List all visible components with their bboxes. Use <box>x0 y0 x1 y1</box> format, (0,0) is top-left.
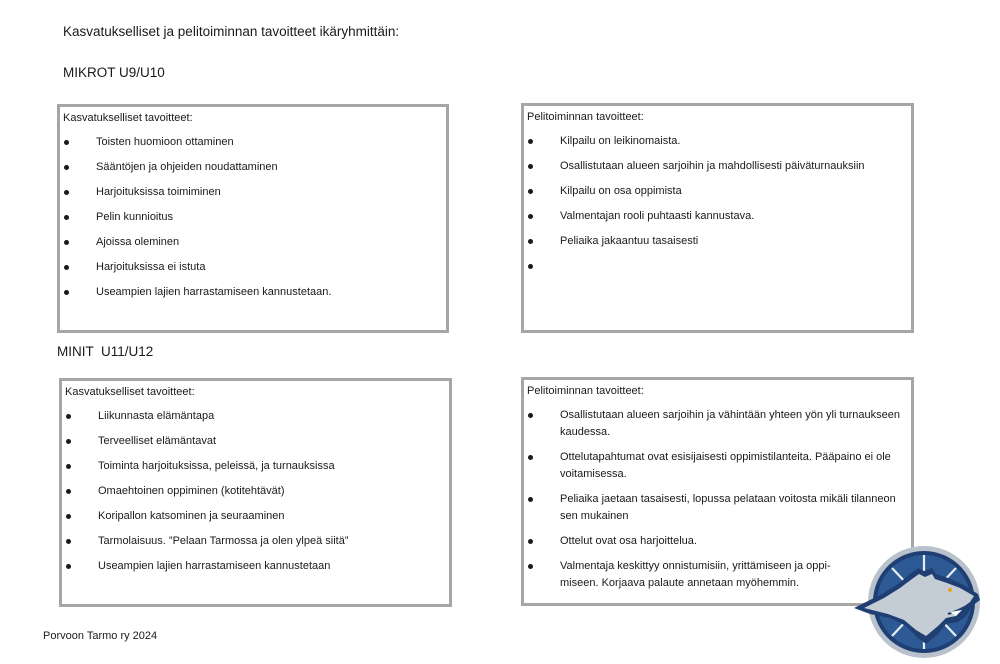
goal-list <box>524 135 911 285</box>
bullet-icon <box>66 489 71 494</box>
bullet-icon <box>64 165 69 170</box>
list-item: Valmentaja keskittyy onnistumisiin, yrittämiseen ja oppi-miseen. Korjaava palaute annetaan myöhemmin. <box>524 558 911 592</box>
bullet-icon <box>64 190 69 195</box>
list-item: Osallistutaan alueen sarjoihin ja mahdollisesti päiväturnauksiin <box>524 160 911 185</box>
goal-list <box>62 410 449 585</box>
bullet-icon <box>528 189 533 194</box>
list-item: Valmentajan rooli puhtaasti kannustava. <box>524 210 911 235</box>
goal-list <box>60 136 446 311</box>
bullet-icon <box>528 455 533 460</box>
mikrot-game-goals-box <box>521 103 914 333</box>
box-heading: Pelitoiminnan tavoitteet: <box>527 111 644 123</box>
logo-bear-eye <box>948 588 952 592</box>
list-item: Harjoituksissa ei istuta <box>60 261 446 286</box>
bullet-icon <box>528 413 533 418</box>
bullet-icon <box>66 414 71 419</box>
list-item: Ottelut ovat osa harjoittelua. <box>524 533 911 550</box>
section-heading-minit: MINIT U11/U12 <box>57 344 154 359</box>
bullet-icon <box>66 539 71 544</box>
bullet-icon <box>66 439 71 444</box>
list-item: Pelin kunnioitus <box>60 211 446 236</box>
mikrot-educational-goals-box <box>57 104 449 333</box>
list-item: Peliaika jakaantuu tasaisesti <box>524 235 911 260</box>
footer-text: Porvoon Tarmo ry 2024 <box>43 630 158 642</box>
list-item: Ajoissa oleminen <box>60 236 446 261</box>
list-item: Kilpailu on leikinomaista. <box>524 135 911 160</box>
bullet-icon <box>528 564 533 569</box>
list-item: Harjoituksissa toimiminen <box>60 186 446 211</box>
bullet-icon <box>528 139 533 144</box>
polar-bear-basketball-logo-icon <box>852 544 986 660</box>
bullet-icon <box>64 215 69 220</box>
list-item: Useampien lajien harrastamiseen kannustetaan. <box>60 286 446 311</box>
list-item: Osallistutaan alueen sarjoihin ja vähintään yhteen yön yli turnaukseen kaudessa. <box>524 407 911 441</box>
bullet-icon <box>528 239 533 244</box>
list-item: Liikunnasta elämäntapa <box>62 410 449 435</box>
list-item: Omaehtoinen oppiminen (kotitehtävät) <box>62 485 449 510</box>
bullet-icon <box>528 214 533 219</box>
box-heading: Pelitoiminnan tavoitteet: <box>527 385 644 397</box>
list-item: Kilpailu on osa oppimista <box>524 185 911 210</box>
bullet-icon <box>66 564 71 569</box>
bullet-icon <box>64 240 69 245</box>
list-item-empty <box>524 260 911 285</box>
bullet-icon <box>528 539 533 544</box>
bullet-icon <box>64 290 69 295</box>
list-item: Peliaika jaetaan tasaisesti, lopussa pelataan voitosta mikäli tilanneon sen mukainen <box>524 491 911 525</box>
minit-educational-goals-box <box>59 378 452 607</box>
box-heading: Kasvatukselliset tavoitteet: <box>63 112 193 124</box>
bullet-icon <box>528 264 533 269</box>
page-title: Kasvatukselliset ja pelitoiminnan tavoitteet ikäryhmittäin: <box>63 24 400 39</box>
list-item: Useampien lajien harrastamiseen kannustetaan <box>62 560 449 585</box>
bullet-icon <box>528 164 533 169</box>
bullet-icon <box>64 140 69 145</box>
bullet-icon <box>66 514 71 519</box>
bullet-icon <box>66 464 71 469</box>
list-item: Ottelutapahtumat ovat esisijaisesti oppimistilanteita. Pääpaino ei ole voitamisessa. <box>524 449 911 483</box>
section-heading-mikrot: MIKROT U9/U10 <box>63 65 165 80</box>
bullet-icon <box>528 497 533 502</box>
bullet-icon <box>64 265 69 270</box>
list-item: Sääntöjen ja ohjeiden noudattaminen <box>60 161 446 186</box>
list-item: Terveelliset elämäntavat <box>62 435 449 460</box>
list-item: Toiminta harjoituksissa, peleissä, ja turnauksissa <box>62 460 449 485</box>
list-item: Tarmolaisuus. ”Pelaan Tarmossa ja olen ylpeä siitä” <box>62 535 449 560</box>
list-item: Koripallon katsominen ja seuraaminen <box>62 510 449 535</box>
list-item: Toisten huomioon ottaminen <box>60 136 446 161</box>
box-heading: Kasvatukselliset tavoitteet: <box>65 386 195 398</box>
